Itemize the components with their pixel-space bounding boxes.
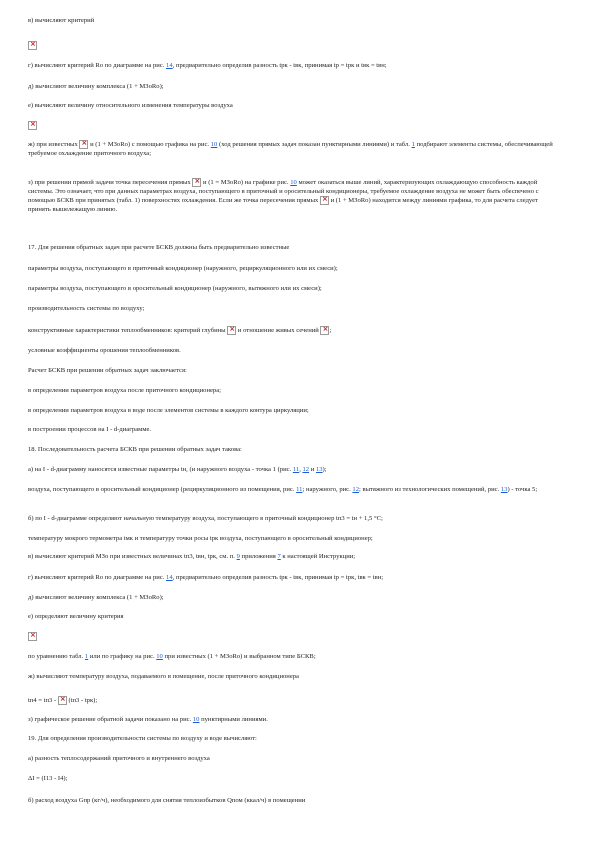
link-fig-10[interactable]: 10	[192, 716, 200, 723]
wet-bulb-dew-point: температуру мокрого термометра tмк и температуру точки росы tрк воздуха, поступающего в оросительный кондиционер;	[28, 535, 373, 542]
step-e-determine-criterion: е) определяют величину критерия	[28, 613, 124, 620]
broken-image-icon	[192, 178, 201, 187]
equation-table-graph: по уравнению табл. 1 или по графику на рис. 10 при известных (1 + МЗoRо) и выбранном типе БСКВ;	[28, 653, 316, 660]
broken-image-icon	[28, 41, 37, 50]
link-fig-10[interactable]: 10	[210, 141, 218, 149]
broken-image-icon	[28, 632, 37, 641]
param-air-capacity: производительность системы по воздуху;	[28, 305, 145, 312]
param-exchanger-design: конструктивные характеристики теплообменников: критерий глубины × и отношение живых сечений × ;	[28, 326, 558, 336]
step-b-air-flow: б) расход воздуха Gпр (кг/ч), необходимого для снятия теплоизбытков Qпом (ккал/ч) в помещении	[28, 797, 306, 804]
step-zh-select-elements: ж) при известных × и (1 + МЗoRо) с помощью графика на рис. 10 (ход решения прямых задач показан пунктирными линиями) и табл. 1 подбирают элементы системы, обеспечивающей требуемое охлаждение приточного воздуха;	[28, 140, 558, 158]
link-table-1[interactable]: 1	[84, 653, 89, 660]
step-zh-supply-temp: ж) вычисляют температуру воздуха, подаваемого в помещение, после приточного кондиционера	[28, 673, 299, 680]
link-fig-12[interactable]: 12	[352, 486, 359, 493]
section-18-heading: 18. Последовательность расчета БСКВ при решении обратных задач такова:	[28, 446, 242, 453]
step-v-criterion: в) вычисляют критерий	[28, 17, 95, 24]
irrigation-air-source: воздуха, поступающего в оросительный кондиционер (рециркуляционного из помещения, рис. 11; наружного, рис. 12; вытяжного из технологических помещений, рис. 13) - точка 5;	[28, 486, 538, 493]
link-appendix-7[interactable]: 7	[277, 553, 281, 560]
section-17-heading: 17. Для решения обратных задач при расчете БСКВ должны быть предварительно известные	[28, 244, 290, 251]
calc-supply-params: в определении параметров воздуха после приточного кондиционера;	[28, 387, 221, 394]
broken-image-icon	[79, 140, 88, 149]
param-irrigation-air: параметры воздуха, поступающего в оросительный кондиционер (наружного, вытяжного или их смеси);	[28, 285, 322, 292]
step-d-complex-2: д) вычисляют величину комплекса (1 + МЗoRо);	[28, 594, 164, 601]
link-fig-10[interactable]: 10	[156, 653, 163, 660]
link-fig-11[interactable]: 11	[292, 466, 300, 473]
link-fig-13[interactable]: 13	[500, 486, 508, 493]
broken-image-icon	[28, 121, 37, 130]
step-g-criterion-ro: г) вычисляют критерий Rо по диаграмме на рис. 14, предварительно определив разность tрк - tвк, принимая tр = tрк и tвк = tвн;	[28, 62, 387, 69]
formula-tp4: tп4 = tп3 - × (tп3 - tрк);	[28, 696, 558, 706]
param-supply-air: параметры воздуха, поступающего в приточный кондиционер (наружного, рециркуляционного или их смеси);	[28, 265, 338, 272]
step-a-enthalpy-diff: а) разность теплосодержаний приточного и внутреннего воздуха	[28, 755, 210, 762]
formula-delta-i: ΔI = (I13 - I4);	[28, 775, 68, 782]
calc-air-water-params: в определении параметров воздуха в воде после элементов системы в каждого контура циркуляции;	[28, 407, 309, 414]
step-z-direct-task: з) при решении прямой задачи точка пересечения прямых × и (1 = МЗoRо) на графике рис. 10 может оказаться выше линий, характеризующих охлаждающую способность каждой системы. Это означает, что при данных параметрах воздуха, поступающего в приточный и оросительный кондиционеры, требуемое охлаждение воздуха не может быть обеспечено с помощью БСКВ при принятых (табл. 1) поверхностях охлаждения. Если же точка пересечения прямых × и (1 + МЗoRо) находится между линиями графика, то для расчета следует принять вышележащую линию.	[28, 178, 558, 214]
link-fig-10[interactable]: 10	[290, 179, 297, 187]
broken-image-icon	[58, 696, 67, 705]
link-fig-14[interactable]: 14	[166, 574, 173, 581]
link-fig-13[interactable]: 13	[315, 466, 323, 473]
step-z-graphical-solution: з) графическое решение обратной задачи показано на рис. 10 пунктирными линиями.	[28, 716, 268, 723]
section-19-heading: 19. Для определения производительности системы по воздуху и воде вычисляют:	[28, 735, 257, 742]
step-v-criterion-mzo: в) вычисляют критерий МЗо при известных величинах tп3, tвн, tрк, см. п. 9 приложения 7 к настоящей Инструкции;	[28, 553, 356, 560]
broken-image-icon	[227, 326, 236, 335]
param-irrigation-coef: условные коэффициенты орошения теплообменников.	[28, 347, 181, 354]
broken-image-icon	[320, 196, 329, 205]
link-fig-12[interactable]: 12	[302, 466, 310, 473]
step-d-complex: д) вычисляют величину комплекса (1 + МЗoRо);	[28, 83, 164, 90]
calc-id-diagram: в построении процессов на I - d-диаграмме.	[28, 426, 152, 433]
calc-description: Расчет БСКВ при решении обратных задач заключается:	[28, 367, 187, 374]
step-g-criterion-ro-2: г) вычисляют критерий Rо по диаграмме на рис. 14, предварительно определив разность tрк - tвк, принимая tр = tрк, tвк = tвн;	[28, 574, 384, 581]
link-table-1[interactable]: 1	[411, 141, 415, 149]
link-item-9[interactable]: 9	[236, 553, 240, 560]
step-e-relative-change: е) вычисляют величину относительного изменения температуры воздуха	[28, 102, 233, 109]
step-a-plot-params: а) на I - d-диаграмму наносятся известные параметры tн, (и наружного воздуха - точка 1 (рис. 11, 12 и 13);	[28, 466, 327, 473]
step-b-initial-temp: б) по I - d-диаграмме определяют начальную температуру воздуха, поступающего в приточный кондиционер tп3 = tн + 1,5 °С;	[28, 515, 383, 522]
link-fig-11[interactable]: 11	[296, 486, 303, 493]
link-fig-14[interactable]: 14	[166, 62, 173, 69]
broken-image-icon	[320, 326, 329, 335]
